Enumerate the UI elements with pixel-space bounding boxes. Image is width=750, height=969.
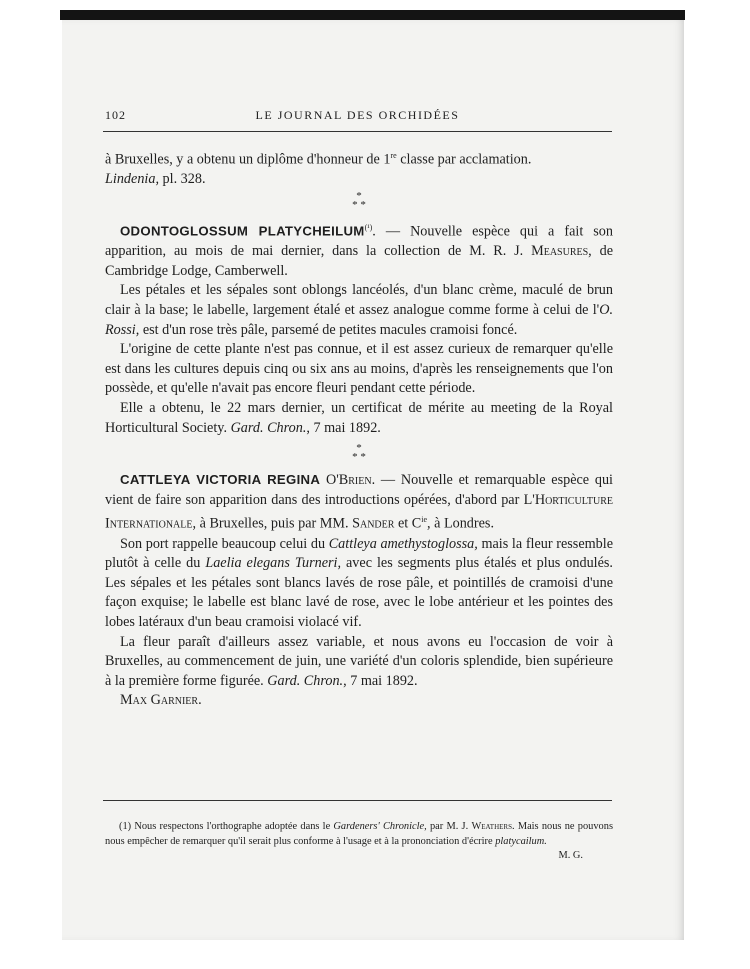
footnote: (1) Nous respectons l'orthographe adoptée dans le Gardeners' Chronicle, par M. J. Weathers. Mais nous ne pouvons nous empêcher de remarquer qu'il serait plus conforme à l'usage et à la prononciation d'écrire platycailum. M. G. <box>105 820 613 864</box>
page-number: 102 <box>105 108 126 122</box>
footnote-rule <box>103 800 612 801</box>
section1-paragraph: Les pétales et les sépales sont oblongs lancéolés, d'un blanc crème, maculé de brun clair à la base; le labelle, largement étalé et assez analogue comme forme à celui de l'O. Rossi, est d'un rose très pâle, parsemé de petites macules cramoisi foncé. <box>105 282 613 338</box>
section2-intro: CATTLEYA VICTORIA REGINA O'Brien. — Nouvelle et remarquable espèce qui vient de faire son apparition dans des introductions opérées, d'abord par L'Horticulture Internationale, à Bruxelles, puis par MM. Sander et $C^{ie}$, à Londres. <box>105 472 613 533</box>
footnote-initials: M. G. <box>558 850 583 861</box>
section1-paragraph: L'origine de cette plante n'est pas connue, et il est assez curieux de remarquer qu'elle est dans les cultures depuis cinq ou six ans au moins, d'après les renseignements que l'on possède, et qu'elle n'avait pas encore fleuri pendant cette période. <box>105 341 613 397</box>
author-signature: Max Garnier. <box>120 692 202 709</box>
section-separator: * * * <box>352 442 366 464</box>
section2-paragraph: La fleur paraît d'ailleurs assez variable, et nous avons eu l'occasion de voir à Bruxelles, au commencement de juin, une variété d'un coloris splendide, bien supérieure à la première forme figurée. Gard. Chron., 7 mai 1892. <box>105 633 613 689</box>
running-header <box>105 108 610 123</box>
species-heading: ODONTOGLOSSUM PLATYCHEILUM <box>120 223 365 239</box>
section1-paragraph: Elle a obtenu, le 22 mars dernier, un certificat de mérite au meeting de la Royal Horticultural Society. Gard. Chron., 7 mai 1892. <box>105 400 613 436</box>
section2-paragraph: Son port rappelle beaucoup celui du Cattleya amethystoglossa, mais la fleur ressemble plutôt à celle du Laelia elegans Turneri, avec les segments plus étalés et plus ondulés. Les sépales et les pétales sont blancs lavés de rose pâle, et pointillés de cramoisi d'une façon exquise; le labelle est blanc lavé de rose, avec le lobe antérieur et les pointes des lobes latéraux d'un beau cramoisi violacé vif. <box>105 535 613 631</box>
section1-intro: ODONTOGLOSSUM $PLATYCHEILUM^{(^1)}$. — Nouvelle espèce qui a fait son apparition, au mois de mai dernier, dans la collection de M. R. J. Measures, de Cambridge Lodge, Camberwell. <box>105 222 613 279</box>
species-heading: CATTLEYA VICTORIA REGINA <box>120 472 321 488</box>
article-body <box>105 146 613 711</box>
scan-top-edge <box>60 10 685 20</box>
section-separator: * * * <box>352 189 366 211</box>
running-title: LE JOURNAL DES ORCHIDÉES <box>255 108 460 122</box>
intro-paragraph: à Bruxelles, y a obtenu un diplôme d'honneur de 1re classe par acclamation. Lindenia, pl. 328. <box>105 151 532 188</box>
header-rule <box>103 131 612 132</box>
